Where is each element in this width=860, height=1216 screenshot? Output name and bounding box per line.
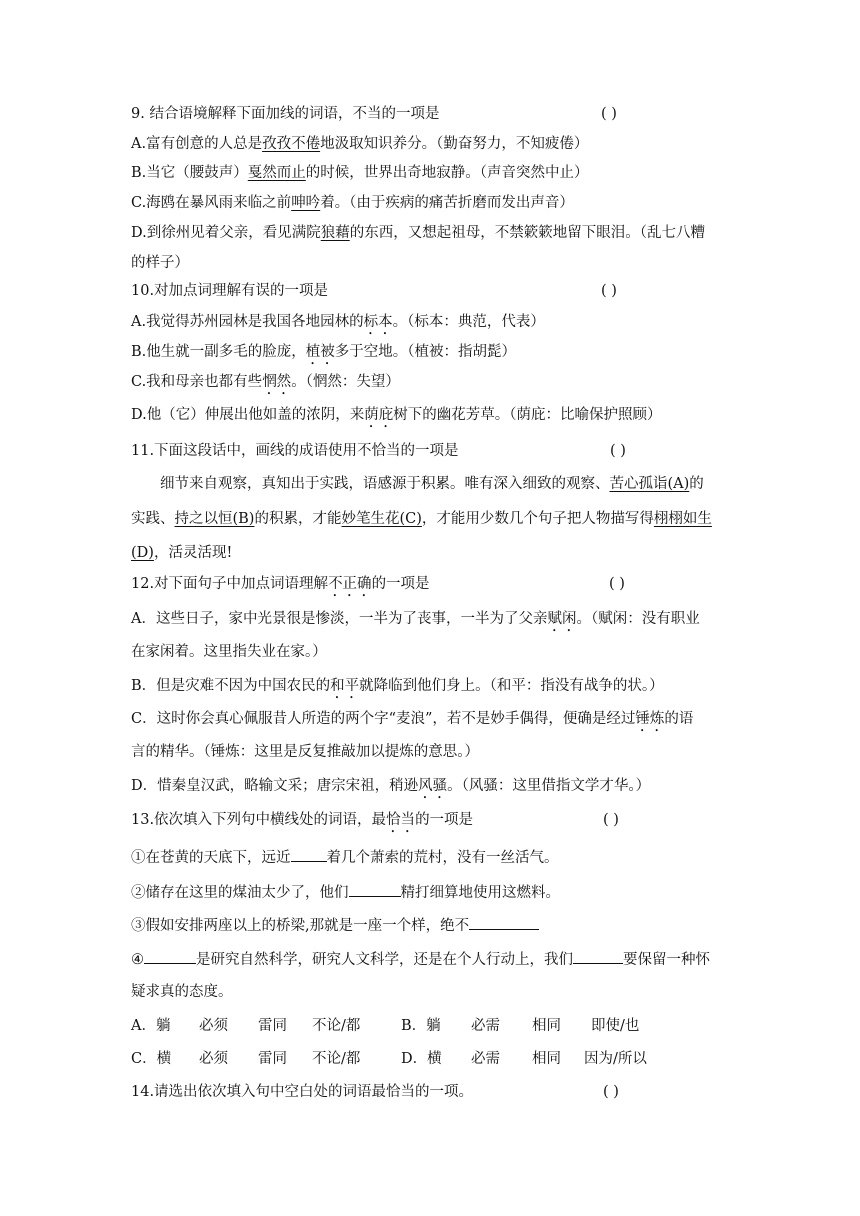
- q13-stem: 13.依次填入下列句中横线处的词语，最恰当的一项是: [131, 812, 474, 828]
- q12-option-c: C．这时你会真心佩服昔人所造的两个字“麦浪”，若不是妙手偶得，便确是经过锤炼的语: [131, 711, 694, 727]
- q12-option-c-cont: 言的精华。（锤炼：这里是反复推敲加以提炼的意思。）: [131, 744, 479, 760]
- blank-3: [469, 915, 539, 930]
- option-b-word4: 即使/也: [591, 1018, 640, 1034]
- q10-stem: 10.对加点词理解有误的一项是: [131, 283, 329, 299]
- q10-option-b: B.他生就一副多毛的脸庞，植被多于空地。（植被：指胡髭）: [131, 344, 517, 360]
- q14-answer-paren: ( ): [603, 1084, 619, 1100]
- q13-sentence-1: ①在苍黄的天底下，远近 着几个萧索的荒村，没有一丝活气。: [131, 847, 559, 868]
- q9-answer-paren: ( ): [601, 106, 617, 122]
- option-b-word2: 必需: [471, 1018, 500, 1034]
- blank-4a: [144, 949, 196, 964]
- option-c-word4: 不论/都: [312, 1051, 361, 1067]
- blank-4b: [573, 949, 623, 964]
- q12-option-d: D．惜秦皇汉武，略输文采；唐宗宋祖，稍逊风骚。（风骚：这里借指文学才华。）: [131, 778, 651, 794]
- q10-option-d: D.他（它）伸展出他如盖的浓阴，来荫庇树下的幽花芳草。（荫庇：比喻保护照顾）: [131, 407, 662, 423]
- q9-option-d: D.到徐州见着父亲，看见满院狼藉的东西，又想起祖母，不禁簌簌地留下眼泪。（乱七八糟: [131, 225, 705, 241]
- q11-answer-paren: ( ): [610, 443, 626, 459]
- q12-option-b: B．但是灾难不因为中国农民的和平就降临到他们身上。（和平：指没有战争的状。）: [131, 678, 664, 694]
- q9-option-d-cont: 的样子）: [131, 255, 189, 271]
- q13-sentence-2: ②储存在这里的煤油太少了，他们 精打细算地使用这燃料。: [131, 882, 560, 903]
- option-a-word2: 必须: [199, 1018, 228, 1034]
- option-a-word4: 不论/都: [312, 1018, 361, 1034]
- q13-sentence-4-cont: 疑求真的态度。: [131, 984, 233, 1000]
- option-c-word3: 雷同: [258, 1051, 287, 1067]
- blank-2: [349, 882, 401, 897]
- option-d-word4: 因为/所以: [584, 1051, 647, 1067]
- q10-option-a: A.我觉得苏州园林是我国各地园林的标本。（标本：典范，代表）: [131, 314, 545, 330]
- q12-option-a: A．这些日子，家中光景很是惨淡，一半为了丧事，一半为了父亲赋闲。（赋闲：没有职业: [131, 611, 700, 627]
- q11-passage-line3: (D)，活灵活现!: [131, 545, 233, 561]
- option-d-word2: 必需: [471, 1051, 500, 1067]
- option-d-word3: 相同: [532, 1051, 561, 1067]
- q9-option-a: A.富有创意的人总是孜孜不倦地汲取知识养分。（勤奋努力，不知疲倦）: [131, 136, 589, 152]
- q12-stem: 12.对下面句子中加点词语理解不正确的一项是: [131, 576, 430, 592]
- q12-answer-paren: ( ): [609, 576, 625, 592]
- q10-option-c: C.我和母亲也都有些惘然。（惘然：失望）: [131, 374, 400, 390]
- q13-sentence-4: ④ 是研究自然科学，研究人文科学，还是在个人行动上，我们 要保留一种怀: [131, 949, 710, 970]
- q13-answer-paren: ( ): [603, 812, 619, 828]
- q9-option-c: C.海鸥在暴风雨来临之前呻吟着。（由于疾病的痛苦折磨而发出声音）: [131, 195, 574, 211]
- option-b-word3: 相同: [532, 1018, 561, 1034]
- option-a-word3: 雷同: [258, 1018, 287, 1034]
- q11-passage-line1: 细节来自观察，真知出于实践，语感源于积累。唯有深入细致的观察、苦心孤诣(A)的: [160, 476, 704, 492]
- option-c-word2: 必须: [199, 1051, 228, 1067]
- option-b-word1: B．躺: [401, 1018, 441, 1034]
- q14-stem: 14.请选出依次填入句中空白处的词语最恰当的一项。: [131, 1084, 474, 1100]
- q11-passage-line2: 实践、持之以恒(B)的积累，才能妙笔生花(C)，才能用少数几个句子把人物描写得栩栩如生: [131, 511, 712, 527]
- option-a-word1: A．躺: [131, 1018, 171, 1034]
- q13-sentence-3: ③假如安排两座以上的桥梁,那就是一座一个样，绝不: [131, 915, 539, 936]
- option-c-word1: C．横: [131, 1051, 172, 1067]
- q9-option-b: B.当它（腰鼓声）戛然而止的时候，世界出奇地寂静。（声音突然中止）: [131, 165, 589, 181]
- option-d-word1: D．横: [401, 1051, 442, 1067]
- q10-answer-paren: ( ): [601, 283, 617, 299]
- q11-stem: 11.下面这段话中，画线的成语使用不恰当的一项是: [131, 443, 459, 459]
- blank-1: [291, 847, 327, 862]
- q9-stem: 9. 结合语境解释下面加线的词语，不当的一项是: [131, 106, 440, 122]
- q12-option-a-cont: 在家闲着。这里指失业在家。）: [131, 644, 327, 660]
